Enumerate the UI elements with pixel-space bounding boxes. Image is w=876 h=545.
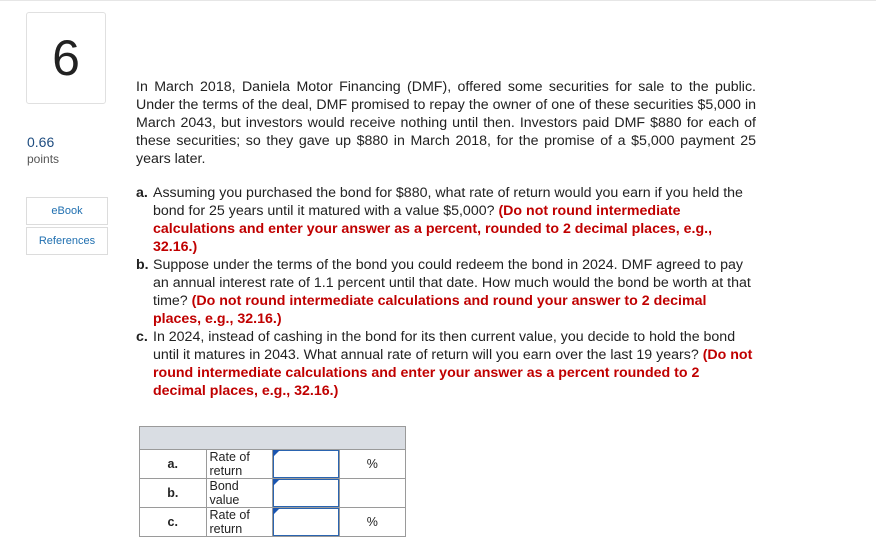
answer-description: Rate of return [206, 450, 273, 479]
part-instruction: (Do not round intermediate calculations and enter your answer as a percent, rounded to 2 decimal places, e.g., 32.16.) [153, 203, 713, 255]
answer-description: Bond value [206, 479, 273, 508]
problem-content [136, 78, 756, 400]
part-question: Suppose under the terms of the bond you could redeem the bond in 2024. DMF agreed to pay an annual interest rate of 1.1 percent until that date. How much would the bond be worth at that time? [153, 257, 751, 309]
part-question: Assuming you purchased the bond for $880, what rate of return would you earn if you held the bond for 25 years until it matured with a value $5,000? [153, 185, 743, 219]
part-instruction: (Do not round intermediate calculations and round your answer to 2 decimal places, e.g., 32.16.) [153, 293, 707, 327]
references-button[interactable]: References [26, 227, 108, 255]
top-divider [0, 0, 876, 1]
part-instruction: (Do not round intermediate calculations and enter your answer as a percent rounded to 2 decimal places, e.g., 32.16.) [153, 347, 753, 399]
answer-unit: % [339, 508, 406, 537]
answer-input-cell [273, 479, 340, 508]
part-text [153, 328, 756, 400]
part-c [136, 328, 756, 400]
answer-input-c[interactable] [273, 508, 339, 536]
part-text [153, 256, 756, 328]
answer-input-cell [273, 508, 340, 537]
part-a [136, 184, 756, 256]
answer-input-a[interactable] [273, 450, 339, 478]
answer-label: b. [140, 479, 207, 508]
answer-description: Rate of return [206, 508, 273, 537]
flag-icon [273, 450, 280, 457]
answer-unit: % [339, 450, 406, 479]
answer-unit [339, 479, 406, 508]
answer-label: a. [140, 450, 207, 479]
ebook-button[interactable]: eBook [26, 197, 108, 225]
flag-icon [273, 508, 280, 515]
problem-intro: In March 2018, Daniela Motor Financing (DMF), offered some securities for sale to the public. Under the terms of the deal, DMF promised to repay the owner of one of these securities $5,000 in March 2043, but investors would receive nothing until then. Investors paid DMF $880 for each of these securities; so they gave up $880 in March 2018, for the promise of a $5,000 payment 25 years later. [136, 79, 756, 167]
part-text [153, 184, 756, 256]
part-label: b. [136, 257, 149, 273]
points-label: points [27, 152, 60, 166]
part-question: In 2024, instead of cashing in the bond for its then current value, you decide to hold the bond until it matures in 2043. What annual rate of return will you earn over the last 19 years? [153, 329, 736, 363]
answer-table-header-cell [140, 427, 406, 450]
points-value: 0.66 [27, 134, 55, 150]
answer-input-b[interactable] [273, 479, 339, 507]
answer-row-b [140, 479, 406, 508]
answer-input-cell [273, 450, 340, 479]
answer-table-header [140, 427, 406, 450]
question-number: 6 [52, 30, 80, 86]
part-label: a. [136, 185, 148, 201]
answer-table [139, 426, 406, 537]
question-number-box [26, 12, 106, 104]
answer-label: c. [140, 508, 207, 537]
flag-icon [273, 479, 280, 486]
part-label: c. [136, 329, 148, 345]
answer-row-c [140, 508, 406, 537]
answer-row-a [140, 450, 406, 479]
part-b [136, 256, 756, 328]
